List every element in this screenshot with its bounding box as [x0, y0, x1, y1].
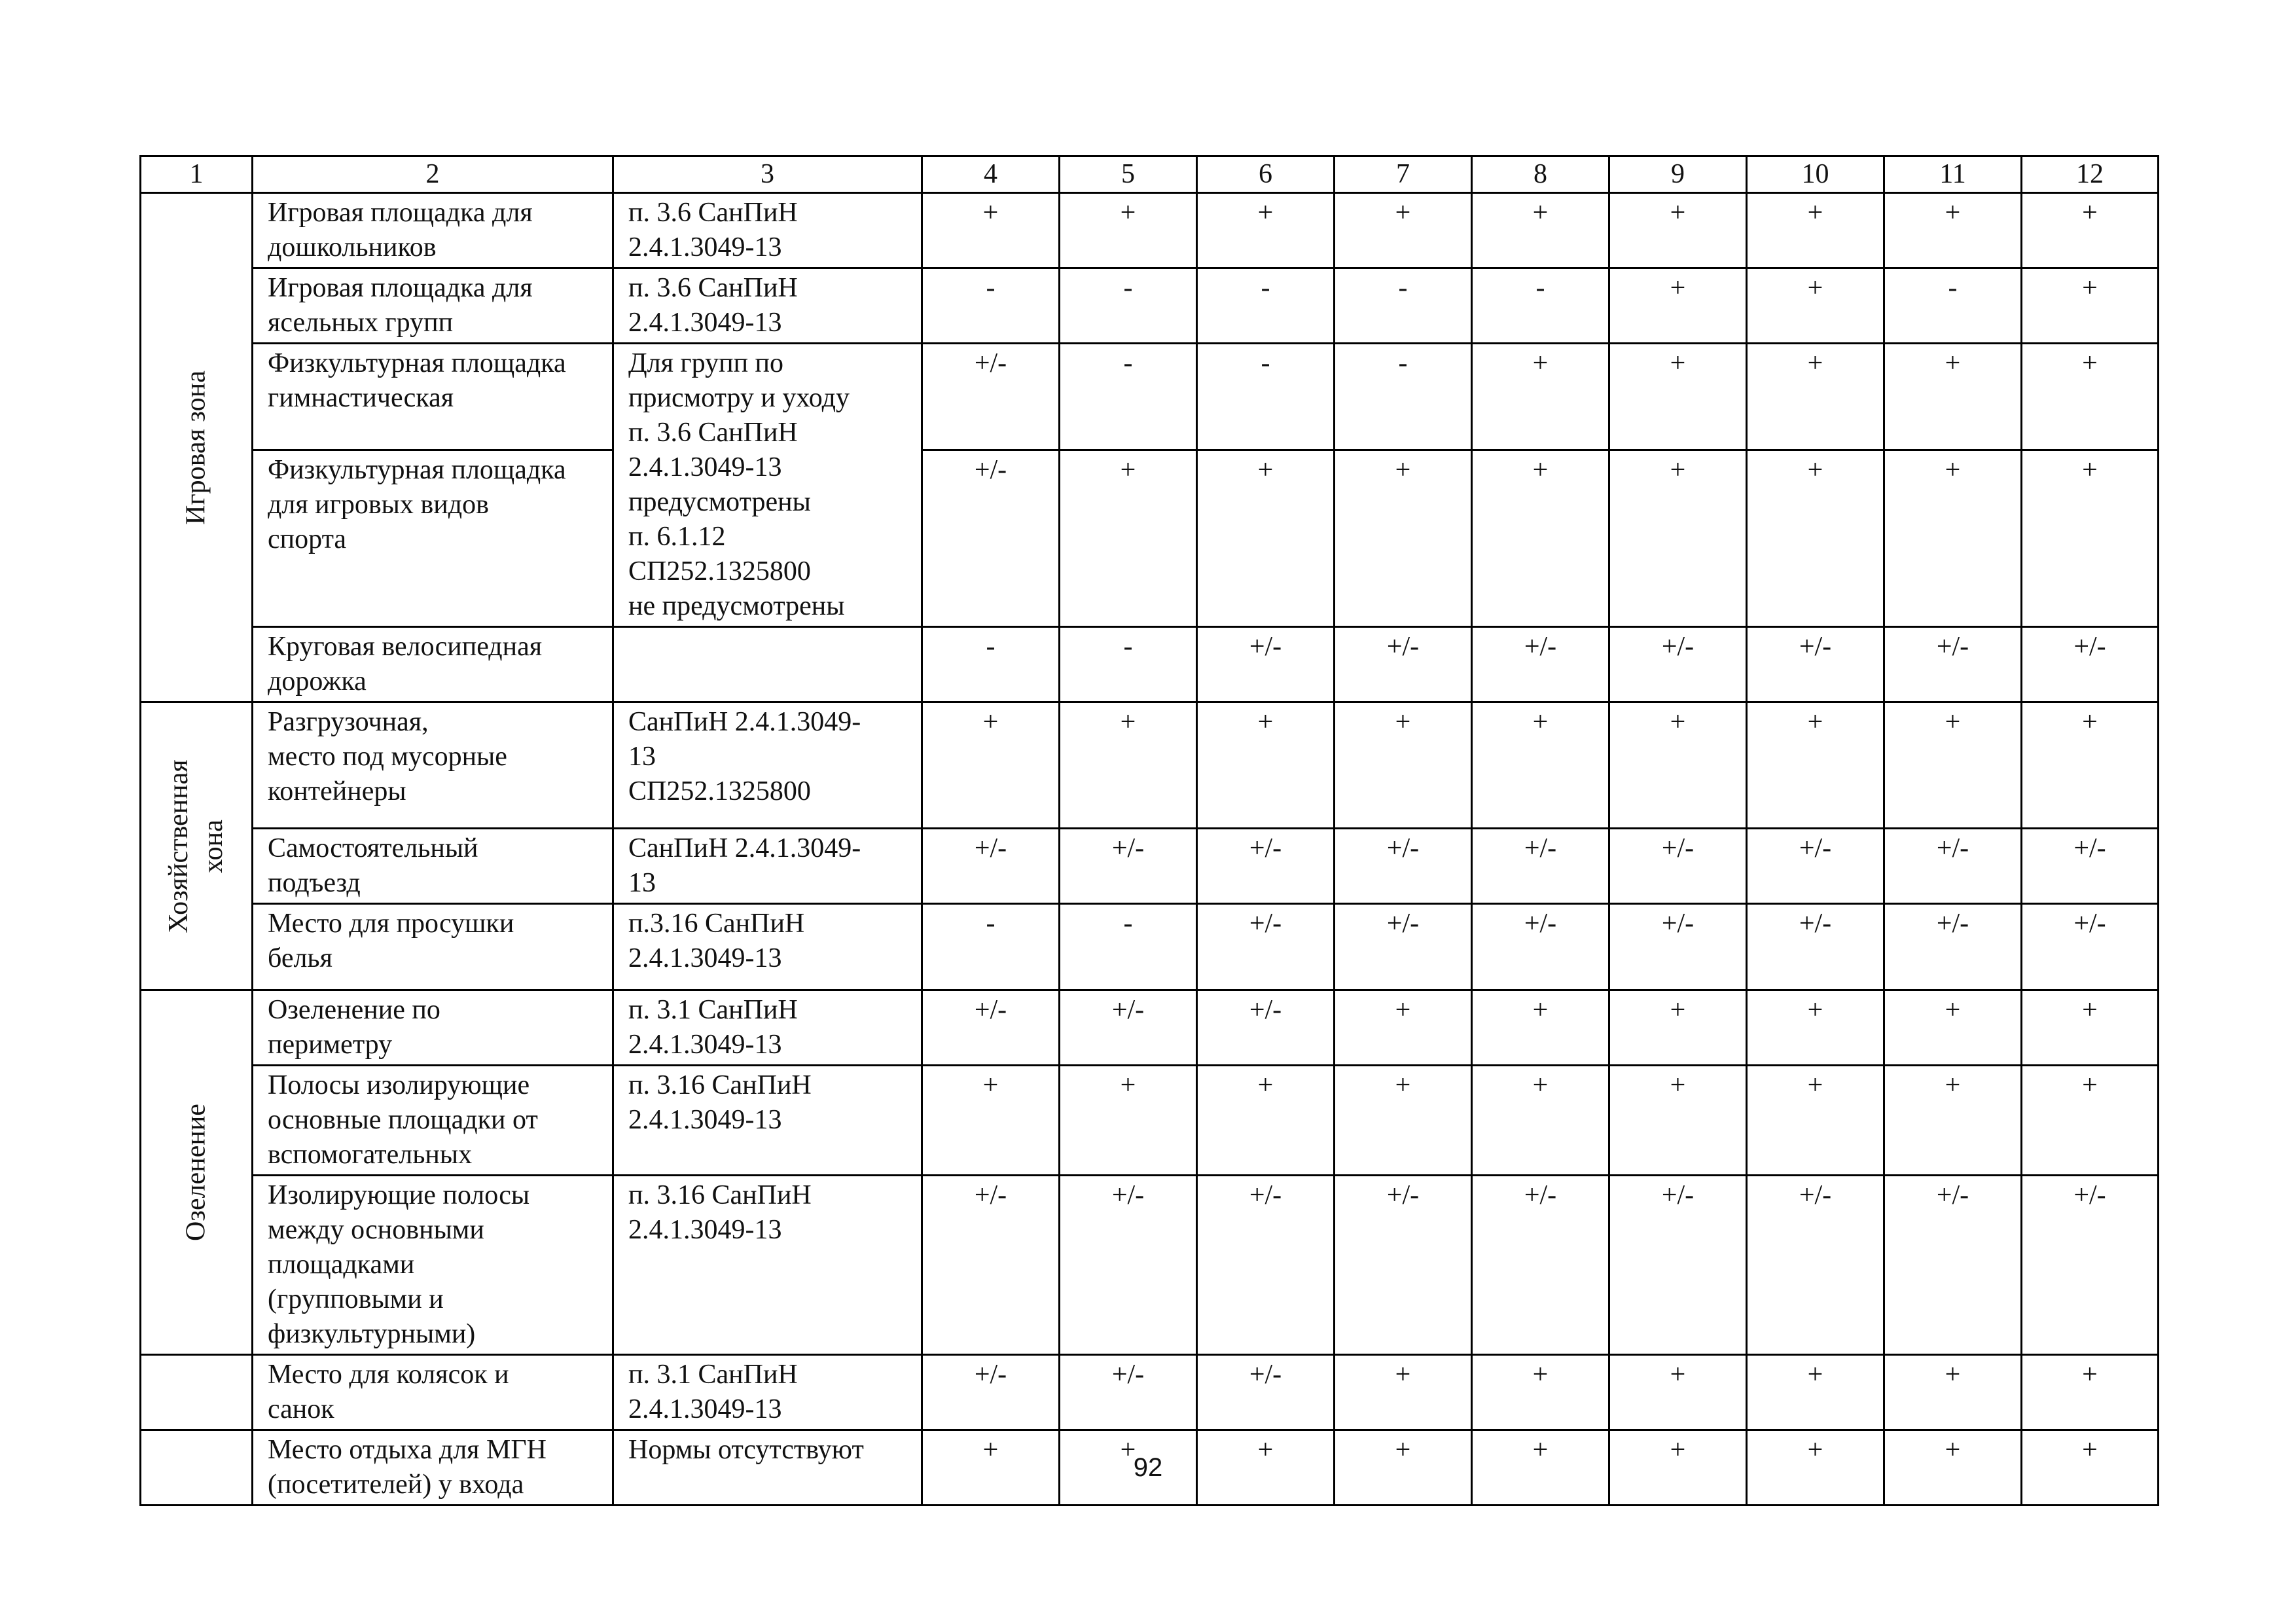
table-row	[141, 344, 2159, 450]
item-name: Разгрузочная, место под мусорные контейнеры	[253, 702, 613, 829]
mark-cell: +	[1884, 1066, 2022, 1176]
item-name: Игровая площадка для ясельных групп	[253, 268, 613, 344]
mark-cell: +	[1884, 702, 2022, 829]
table-row	[141, 1355, 2159, 1430]
column-number-5: 5	[1060, 156, 1197, 193]
mark-cell: -	[1060, 904, 1197, 990]
mark-cell: +	[1197, 193, 1335, 268]
norm-reference: СанПиН 2.4.1.3049- 13 СП252.1325800	[613, 702, 922, 829]
mark-cell: +/-	[1197, 829, 1335, 904]
mark-cell: +/-	[922, 1176, 1060, 1355]
mark-cell: +/-	[1747, 627, 1884, 702]
mark-cell: +	[1884, 990, 2022, 1066]
mark-cell: -	[922, 904, 1060, 990]
zone-cell	[141, 990, 253, 1355]
mark-cell: -	[1197, 344, 1335, 450]
requirements-table	[139, 155, 2159, 1506]
mark-cell: +/-	[1884, 627, 2022, 702]
mark-cell: +	[1060, 702, 1197, 829]
mark-cell: -	[1197, 268, 1335, 344]
norm-reference	[613, 627, 922, 702]
mark-cell: +	[1197, 702, 1335, 829]
zone-label-play: Игровая зона	[181, 370, 211, 525]
mark-cell: +	[1747, 268, 1884, 344]
mark-cell: -	[922, 627, 1060, 702]
mark-cell: +	[1472, 1066, 1609, 1176]
mark-cell: +	[2022, 344, 2159, 450]
mark-cell: +	[1884, 344, 2022, 450]
mark-cell: +	[1197, 1430, 1335, 1506]
mark-cell: +/-	[2022, 904, 2159, 990]
mark-cell: +/-	[1197, 990, 1335, 1066]
norm-reference: п. 3.16 СанПиН 2.4.1.3049-13	[613, 1176, 922, 1355]
item-name: Самостоятельный подъезд	[253, 829, 613, 904]
table-row	[141, 450, 2159, 626]
mark-cell: +/-	[1060, 829, 1197, 904]
mark-cell: +	[1472, 1355, 1609, 1430]
mark-cell: +	[2022, 193, 2159, 268]
column-number-8: 8	[1472, 156, 1609, 193]
norm-reference: п. 3.6 СанПиН 2.4.1.3049-13	[613, 268, 922, 344]
mark-cell: +	[1747, 1355, 1884, 1430]
mark-cell: +/-	[1197, 1355, 1335, 1430]
mark-cell: +	[1884, 1430, 2022, 1506]
mark-cell: +/-	[922, 829, 1060, 904]
mark-cell: -	[1884, 268, 2022, 344]
mark-cell: +/-	[1747, 1176, 1884, 1355]
item-name: Место для колясок и санок	[253, 1355, 613, 1430]
mark-cell: +	[922, 193, 1060, 268]
norm-reference: СанПиН 2.4.1.3049- 13	[613, 829, 922, 904]
mark-cell: +/-	[1335, 829, 1472, 904]
zone-label-household: Хозяйственная хона	[164, 759, 228, 933]
mark-cell: +	[1060, 1066, 1197, 1176]
table-row	[141, 193, 2159, 268]
mark-cell: +	[1747, 1066, 1884, 1176]
mark-cell: +	[1747, 1430, 1884, 1506]
mark-cell: +	[1060, 450, 1197, 626]
mark-cell: +/-	[1609, 904, 1747, 990]
item-name: Игровая площадка для дошкольников	[253, 193, 613, 268]
mark-cell: +/-	[1335, 904, 1472, 990]
mark-cell: +	[1060, 193, 1197, 268]
item-name: Физкультурная площадка гимнастическая	[253, 344, 613, 450]
mark-cell: +	[1609, 990, 1747, 1066]
mark-cell: +	[2022, 1066, 2159, 1176]
mark-cell: +	[1609, 344, 1747, 450]
mark-cell: +/-	[922, 1355, 1060, 1430]
item-name: Физкультурная площадка для игровых видов спорта	[253, 450, 613, 626]
zone-label-greening: Озеленение	[181, 1104, 211, 1241]
mark-cell: +/-	[1747, 829, 1884, 904]
item-name: Изолирующие полосы между основными площадками (групповыми и физкультурными)	[253, 1176, 613, 1355]
mark-cell: +	[1747, 344, 1884, 450]
mark-cell: +/-	[2022, 829, 2159, 904]
mark-cell: +	[1609, 193, 1747, 268]
mark-cell: +/-	[922, 450, 1060, 626]
mark-cell: +	[1335, 1430, 1472, 1506]
mark-cell: +/-	[2022, 627, 2159, 702]
mark-cell: +	[1472, 450, 1609, 626]
item-name: Полосы изолирующие основные площадки от вспомогательных	[253, 1066, 613, 1176]
header-row	[141, 156, 2159, 193]
zone-cell-empty	[141, 1355, 253, 1430]
mark-cell: +	[1609, 1355, 1747, 1430]
mark-cell: +/-	[1197, 627, 1335, 702]
mark-cell: +/-	[1197, 1176, 1335, 1355]
column-number-3: 3	[613, 156, 922, 193]
table-row	[141, 627, 2159, 702]
mark-cell: +/-	[1609, 829, 1747, 904]
mark-cell: +	[1335, 1066, 1472, 1176]
mark-cell: +/-	[1472, 904, 1609, 990]
mark-cell: +/-	[1472, 1176, 1609, 1355]
mark-cell: +	[2022, 268, 2159, 344]
item-name: Место для просушки белья	[253, 904, 613, 990]
mark-cell: +	[1884, 1355, 2022, 1430]
mark-cell: +	[1472, 990, 1609, 1066]
item-name: Место отдыха для МГН (посетителей) у входа	[253, 1430, 613, 1506]
mark-cell: +	[1060, 1430, 1197, 1506]
mark-cell: +/-	[1472, 829, 1609, 904]
mark-cell: +/-	[922, 344, 1060, 450]
mark-cell: +	[922, 1430, 1060, 1506]
column-number-11: 11	[1884, 156, 2022, 193]
table-row	[141, 990, 2159, 1066]
page-number: 92	[1133, 1453, 1163, 1482]
norm-reference: п. 3.1 СанПиН 2.4.1.3049-13	[613, 990, 922, 1066]
column-number-1: 1	[141, 156, 253, 193]
column-number-9: 9	[1609, 156, 1747, 193]
column-number-6: 6	[1197, 156, 1335, 193]
mark-cell: -	[1335, 344, 1472, 450]
mark-cell: +	[1884, 450, 2022, 626]
mark-cell: +	[1335, 702, 1472, 829]
column-number-10: 10	[1747, 156, 1884, 193]
mark-cell: +/-	[1747, 904, 1884, 990]
norm-reference: п.3.16 СанПиН 2.4.1.3049-13	[613, 904, 922, 990]
norm-reference: п. 3.16 СанПиН 2.4.1.3049-13	[613, 1066, 922, 1176]
table-row	[141, 1066, 2159, 1176]
mark-cell: +	[1335, 1355, 1472, 1430]
norm-reference: п. 3.1 СанПиН 2.4.1.3049-13	[613, 1355, 922, 1430]
mark-cell: +	[2022, 1430, 2159, 1506]
table-row	[141, 829, 2159, 904]
mark-cell: +/-	[1335, 1176, 1472, 1355]
norm-reference: Нормы отсутствуют	[613, 1430, 922, 1506]
mark-cell: +/-	[922, 990, 1060, 1066]
mark-cell: +	[922, 702, 1060, 829]
item-name: Озеленение по периметру	[253, 990, 613, 1066]
norm-reference: п. 3.6 СанПиН 2.4.1.3049-13	[613, 193, 922, 268]
mark-cell: -	[1472, 268, 1609, 344]
mark-cell: +	[1472, 702, 1609, 829]
mark-cell: +	[1197, 450, 1335, 626]
mark-cell: -	[1060, 627, 1197, 702]
mark-cell: +	[1335, 193, 1472, 268]
mark-cell: +	[2022, 1355, 2159, 1430]
mark-cell: +/-	[1609, 1176, 1747, 1355]
mark-cell: -	[922, 268, 1060, 344]
mark-cell: +/-	[1609, 627, 1747, 702]
mark-cell: +/-	[2022, 1176, 2159, 1355]
mark-cell: +	[1335, 990, 1472, 1066]
mark-cell: +/-	[1197, 904, 1335, 990]
mark-cell: +	[1472, 193, 1609, 268]
mark-cell: +/-	[1060, 1355, 1197, 1430]
mark-cell: +	[1747, 702, 1884, 829]
norm-reference: Для групп по присмотру и уходу п. 3.6 СанПиН 2.4.1.3049-13 предусмотрены п. 6.1.12 СП252.1325800 не предусмотрены	[613, 344, 922, 627]
mark-cell: +	[1609, 1066, 1747, 1176]
mark-cell: -	[1335, 268, 1472, 344]
mark-cell: +	[1747, 193, 1884, 268]
mark-cell: +/-	[1884, 829, 2022, 904]
mark-cell: -	[1060, 344, 1197, 450]
zone-cell	[141, 702, 253, 990]
table-row	[141, 702, 2159, 829]
mark-cell: -	[1060, 268, 1197, 344]
zone-cell	[141, 193, 253, 702]
mark-cell: +	[1472, 344, 1609, 450]
column-number-12: 12	[2022, 156, 2159, 193]
mark-cell: +	[2022, 990, 2159, 1066]
mark-cell: +	[1609, 268, 1747, 344]
mark-cell: +/-	[1060, 1176, 1197, 1355]
mark-cell: +	[1884, 193, 2022, 268]
mark-cell: +	[1197, 1066, 1335, 1176]
mark-cell: +/-	[1472, 627, 1609, 702]
mark-cell: +	[2022, 450, 2159, 626]
table-row	[141, 268, 2159, 344]
mark-cell: +	[1472, 1430, 1609, 1506]
mark-cell: +	[1747, 450, 1884, 626]
mark-cell: +/-	[1884, 904, 2022, 990]
column-number-4: 4	[922, 156, 1060, 193]
mark-cell: +	[1335, 450, 1472, 626]
table-row	[141, 904, 2159, 990]
mark-cell: +/-	[1060, 990, 1197, 1066]
mark-cell: +	[2022, 702, 2159, 829]
mark-cell: +/-	[1884, 1176, 2022, 1355]
column-number-2: 2	[253, 156, 613, 193]
column-number-7: 7	[1335, 156, 1472, 193]
mark-cell: +	[922, 1066, 1060, 1176]
mark-cell: +	[1609, 450, 1747, 626]
mark-cell: +	[1609, 702, 1747, 829]
mark-cell: +	[1747, 990, 1884, 1066]
table-row	[141, 1176, 2159, 1355]
mark-cell: +/-	[1335, 627, 1472, 702]
mark-cell: +	[1609, 1430, 1747, 1506]
item-name: Круговая велосипедная дорожка	[253, 627, 613, 702]
